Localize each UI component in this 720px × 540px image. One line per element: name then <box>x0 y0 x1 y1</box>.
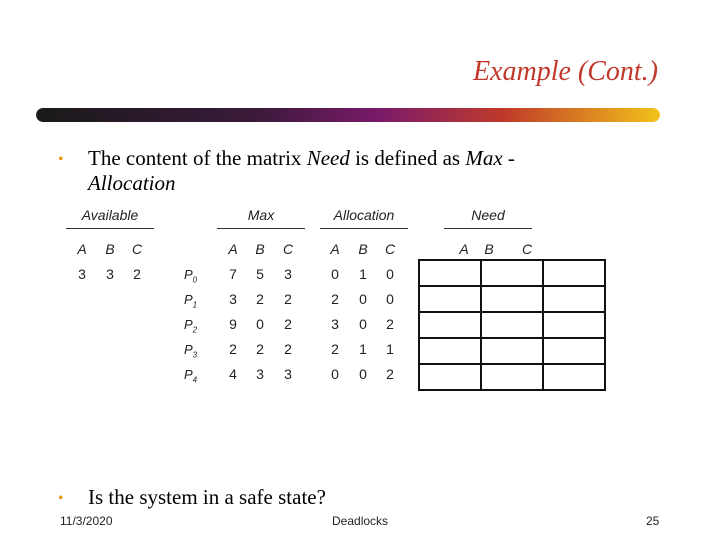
max-cell: 5 <box>256 266 264 282</box>
slide-title: Example (Cont.) <box>472 56 658 87</box>
group-header-available: Available <box>81 207 139 223</box>
bullet-text-max: Max <box>465 146 503 170</box>
allocation-cell: 0 <box>359 291 367 307</box>
allocation-cell: 3 <box>331 316 339 332</box>
allocation-cell: 2 <box>331 341 339 357</box>
process-index: 1 <box>192 300 198 310</box>
bullet-text-part: is defined as <box>349 146 466 170</box>
max-cell: 3 <box>229 291 237 307</box>
allocation-cell: 0 <box>359 316 367 332</box>
bullet-text-allocation: Allocation <box>88 171 176 195</box>
bullet-text-part: The content of the matrix <box>88 146 307 170</box>
max-cell: 2 <box>256 291 264 307</box>
group-header-allocation: Allocation <box>333 207 395 223</box>
need-cell <box>419 364 481 390</box>
process-label-p0 <box>184 267 197 285</box>
col-header-c: C <box>282 241 294 257</box>
need-cell <box>419 260 481 286</box>
need-cell <box>543 338 605 364</box>
bullet-icon: • <box>58 490 64 507</box>
allocation-cell: 0 <box>331 266 339 282</box>
col-header-b: B <box>484 241 494 257</box>
allocation-cell: 0 <box>386 266 394 282</box>
need-cell <box>419 312 481 338</box>
available-a: 3 <box>78 266 86 282</box>
need-cell <box>419 338 481 364</box>
need-cell <box>543 312 605 338</box>
max-cell: 4 <box>229 366 237 382</box>
max-cell: 2 <box>229 341 237 357</box>
allocation-cell: 2 <box>386 366 394 382</box>
max-cell: 2 <box>284 291 292 307</box>
bullet-safe-state <box>58 485 648 511</box>
available-b: 3 <box>106 266 114 282</box>
allocation-cell: 2 <box>386 316 394 332</box>
need-cell <box>481 260 543 286</box>
process-label-p3 <box>184 342 197 360</box>
col-header-b: B <box>255 241 265 257</box>
process-label-p1 <box>184 292 197 310</box>
need-cell <box>481 312 543 338</box>
group-header-max: Max <box>247 207 275 223</box>
group-underline <box>217 228 305 229</box>
process-letter: P <box>184 342 193 357</box>
bullet-icon: • <box>58 151 64 168</box>
need-cell <box>543 260 605 286</box>
bullet-text-part: - <box>502 146 515 170</box>
process-index: 3 <box>192 350 198 360</box>
process-index: 2 <box>192 325 198 335</box>
col-header-a: A <box>77 241 87 257</box>
process-letter: P <box>184 292 193 307</box>
max-cell: 3 <box>256 366 264 382</box>
allocation-cell: 0 <box>386 291 394 307</box>
col-header-c: C <box>131 241 143 257</box>
max-cell: 7 <box>229 266 237 282</box>
allocation-cell: 1 <box>386 341 394 357</box>
footer-date: 11/3/2020 <box>60 514 113 528</box>
process-label-p4 <box>184 367 197 385</box>
process-letter: P <box>184 317 193 332</box>
max-cell: 2 <box>284 316 292 332</box>
group-underline <box>66 228 154 229</box>
max-cell: 9 <box>229 316 237 332</box>
need-cell <box>481 286 543 312</box>
allocation-cell: 1 <box>359 341 367 357</box>
process-index: 0 <box>192 275 198 285</box>
need-cell <box>481 364 543 390</box>
col-header-b: B <box>105 241 115 257</box>
process-letter: P <box>184 267 193 282</box>
footer-page-number: 25 <box>646 514 660 528</box>
max-cell: 0 <box>256 316 264 332</box>
col-header-a: A <box>459 241 469 257</box>
max-cell: 3 <box>284 266 292 282</box>
need-cell <box>543 286 605 312</box>
allocation-cell: 0 <box>359 366 367 382</box>
col-header-b: B <box>358 241 368 257</box>
group-header-need: Need <box>471 207 505 223</box>
process-index: 4 <box>192 375 198 385</box>
need-cell <box>543 364 605 390</box>
need-cell <box>419 286 481 312</box>
allocation-cell: 2 <box>331 291 339 307</box>
process-label-p2 <box>184 317 197 335</box>
col-header-a: A <box>330 241 340 257</box>
process-letter: P <box>184 367 193 382</box>
need-cell <box>481 338 543 364</box>
bullet-text-need: Need <box>306 146 350 170</box>
need-grid <box>418 259 606 391</box>
col-header-a: A <box>228 241 238 257</box>
col-header-c: C <box>521 241 533 257</box>
max-cell: 2 <box>256 341 264 357</box>
max-cell: 3 <box>284 366 292 382</box>
group-underline <box>444 228 532 229</box>
max-cell: 2 <box>284 341 292 357</box>
footer-title: Deadlocks <box>332 514 389 528</box>
col-header-c: C <box>384 241 396 257</box>
group-underline <box>320 228 408 229</box>
allocation-cell: 0 <box>331 366 339 382</box>
bullet-text: Is the system in a safe state? <box>88 485 326 509</box>
allocation-cell: 1 <box>359 266 367 282</box>
available-c: 2 <box>133 266 141 282</box>
